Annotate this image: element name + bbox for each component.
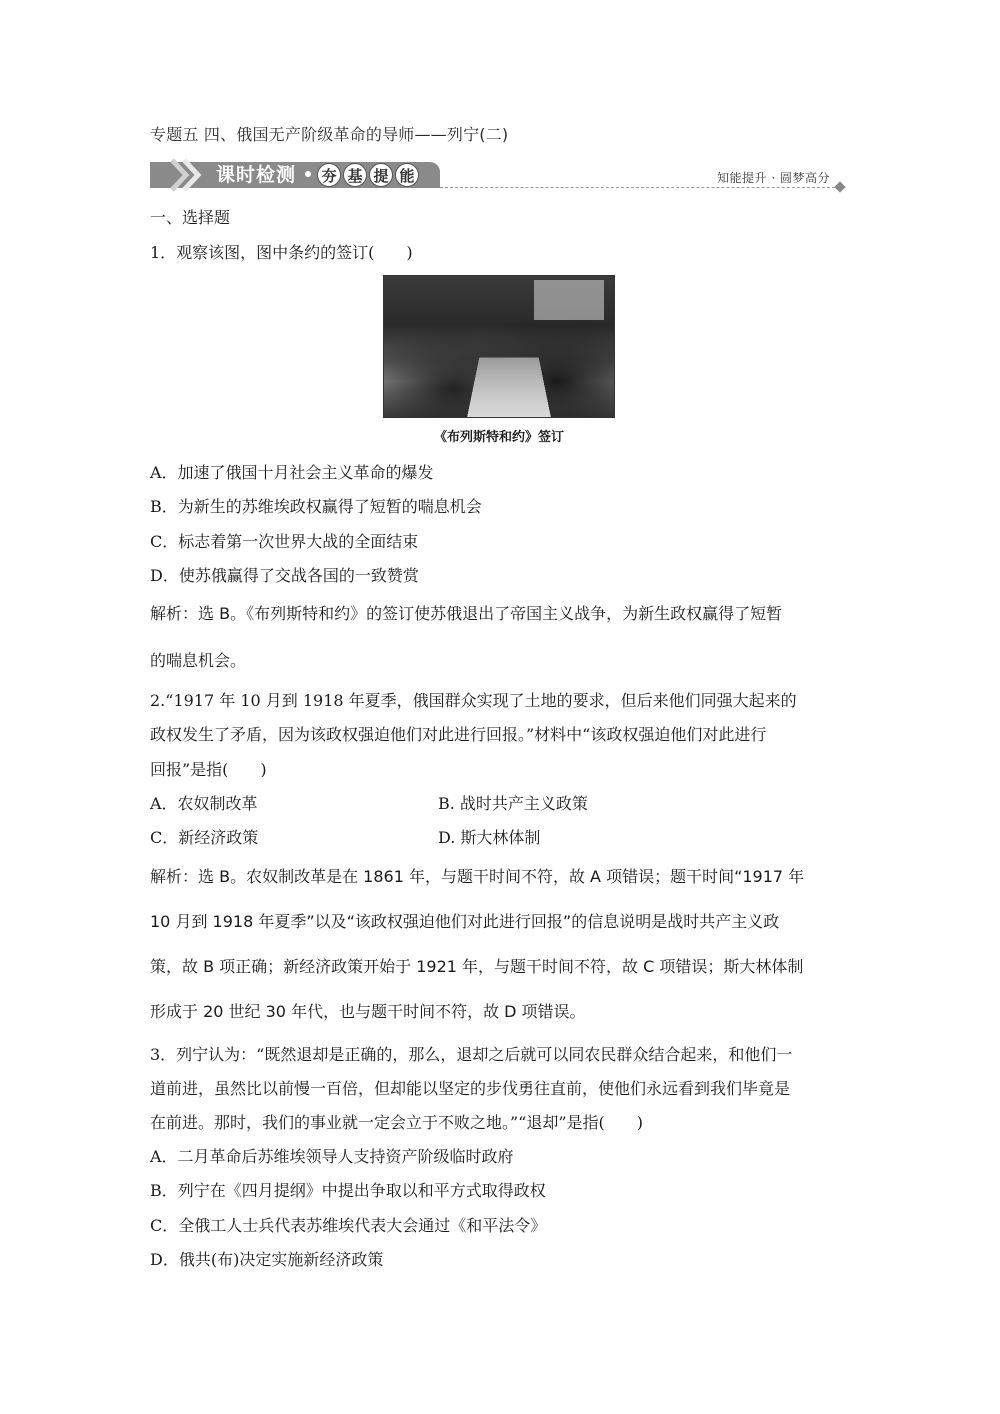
question-1-option-c: C．标志着第一次世界大战的全面结束 (150, 532, 419, 551)
banner-circle-char: 基 (343, 163, 367, 187)
question-1-option-a: A．加速了俄国十月社会主义革命的爆发 (150, 463, 434, 482)
question-2-analysis-line: 形成于 20 世纪 30 年代，也与题干时间不符，故 D 项错误。 (150, 1002, 586, 1021)
question-2-option-b: B. 战时共产主义政策 (438, 794, 588, 813)
question-2-option-a: A．农奴制改革 (150, 794, 258, 813)
section-banner (150, 162, 850, 190)
banner-circle-char: 提 (369, 163, 393, 187)
treaty-signing-photo (383, 275, 615, 418)
question-2-stem-line: 2.“1917 年 10 月到 1918 年夏季，俄国群众实现了土地的要求，但后来他们同强大起来的 (150, 691, 797, 710)
question-3-stem-line: 3．列宁认为：“既然退却是正确的，那么，退却之后就可以同农民群众结合起来，和他们一 (150, 1045, 793, 1064)
banner-circle-group (317, 163, 419, 187)
photo-window-detail (534, 280, 604, 320)
question-3-option-d: D．俄共(布)决定实施新经济政策 (150, 1250, 384, 1269)
topic-title: 专题五 四、俄国无产阶级革命的导师——列宁(二) (150, 125, 509, 144)
question-1-stem: 1．观察该图，图中条约的签订( ) (150, 243, 413, 262)
diamond-icon (834, 181, 845, 192)
question-2-option-c: C．新经济政策 (150, 828, 259, 847)
question-2-stem-line: 回报”是指( ) (150, 760, 267, 779)
question-1-option-b: B．为新生的苏维埃政权赢得了短暂的喘息机会 (150, 497, 482, 516)
figure-caption: 《布列斯特和约》签订 (433, 430, 564, 445)
section-heading: 一、选择题 (150, 208, 231, 227)
banner-dot-separator (305, 171, 311, 177)
question-3-option-b: B．列宁在《四月提纲》中提出争取以和平方式取得政权 (150, 1181, 546, 1200)
banner-slogan: 知能提升 · 圆梦高分 (717, 171, 830, 185)
question-1-analysis-line: 的喘息机会。 (150, 651, 247, 670)
question-2-analysis-line: 解析：选 B。农奴制改革是在 1861 年，与题干时间不符，故 A 项错误；题干时间“1917 年 (150, 867, 805, 886)
banner-dashed-divider (440, 187, 840, 188)
question-1-option-d: D．使苏俄赢得了交战各国的一致赞赏 (150, 566, 419, 585)
question-3-stem-line: 道前进，虽然比以前慢一百倍，但却能以坚定的步伐勇往直前，使他们永远看到我们毕竟是 (150, 1079, 791, 1098)
photo-table-detail (466, 357, 551, 418)
question-2-analysis-line: 策，故 B 项正确；新经济政策开始于 1921 年，与题干时间不符，故 C 项错误；斯大林体制 (150, 957, 804, 976)
question-2-stem-line: 政权发生了矛盾，因为该政权强迫他们对此进行回报。”材料中“该政权强迫他们对此进行 (150, 725, 767, 744)
question-1-analysis-line: 解析：选 B。《布列斯特和约》的签订使苏俄退出了帝国主义战争，为新生政权赢得了短暂 (150, 604, 783, 623)
double-chevron-icon (168, 158, 208, 192)
question-3-stem-line: 在前进。那时，我们的事业就一定会立于不败之地。”“退却”是指( ) (150, 1113, 644, 1132)
banner-circle-char: 能 (395, 163, 419, 187)
banner-title: 课时检测 (216, 164, 297, 186)
question-3-option-c: C．全俄工人士兵代表苏维埃代表大会通过《和平法令》 (150, 1216, 547, 1235)
question-3-option-a: A．二月革命后苏维埃领导人支持资产阶级临时政府 (150, 1147, 514, 1166)
banner-circle-char: 夯 (317, 163, 341, 187)
question-2-analysis-line: 10 月到 1918 年夏季”以及“该政权强迫他们对此进行回报”的信息说明是战时共产主义政 (150, 912, 780, 931)
question-2-option-d: D. 斯大林体制 (438, 828, 541, 847)
